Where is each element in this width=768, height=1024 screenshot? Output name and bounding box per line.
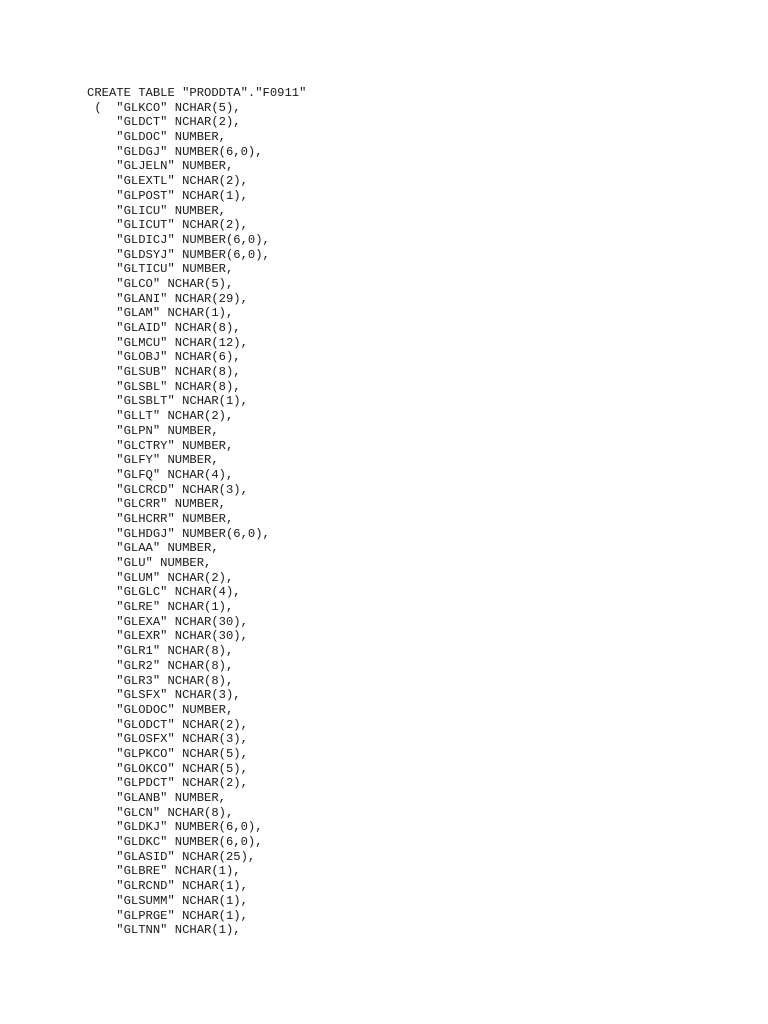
column-definition-line: "GLANI" NCHAR(29), xyxy=(87,291,248,306)
column-definition-line: "GLODOC" NUMBER, xyxy=(87,702,234,717)
column-definition-line: "GLR3" NCHAR(8), xyxy=(87,673,234,688)
column-definition-line: "GLOKCO" NCHAR(5), xyxy=(87,761,248,776)
column-definition-line: "GLEXR" NCHAR(30), xyxy=(87,629,248,644)
column-definition-line: "GLSUMM" NCHAR(1), xyxy=(87,893,248,908)
column-definition-line: "GLANB" NUMBER, xyxy=(87,791,226,805)
column-definition-line: "GLPKCO" NCHAR(5), xyxy=(87,746,248,761)
column-definition-line: "GLEXA" NCHAR(30), xyxy=(87,614,248,629)
create-table-statement-line: CREATE TABLE "PRODDTA"."F0911" xyxy=(87,86,307,100)
column-definition-line: "GLR2" NCHAR(8), xyxy=(87,658,234,673)
column-definition-line: "GLSBL" NCHAR(8), xyxy=(87,379,241,394)
column-definition-line: "GLPOST" NCHAR(1), xyxy=(87,188,248,203)
column-definition-line: "GLSBLT" NCHAR(1), xyxy=(87,394,248,409)
column-definition-line: "GLFQ" NCHAR(4), xyxy=(87,467,234,482)
column-definition-line: "GLCTRY" NUMBER, xyxy=(87,438,234,453)
column-definition-line: "GLOSFX" NCHAR(3), xyxy=(87,732,248,747)
column-definition-line: "GLDOC" NUMBER, xyxy=(87,130,226,145)
column-definition-line: "GLRE" NCHAR(1), xyxy=(87,600,234,615)
column-definition-line: "GLAM" NCHAR(1), xyxy=(87,306,234,321)
column-definition-line: "GLDCT" NCHAR(2), xyxy=(87,115,241,130)
column-definition-line: "GLCN" NCHAR(8), xyxy=(87,805,234,820)
column-definition-line: "GLPRGE" NCHAR(1), xyxy=(87,908,248,923)
column-definition-line: "GLRCND" NCHAR(1), xyxy=(87,879,248,894)
column-definition-line: "GLCO" NCHAR(5), xyxy=(87,276,234,291)
column-definition-line: "GLTICU" NUMBER, xyxy=(87,262,234,277)
column-definition-line: "GLDKC" NUMBER(6,0), xyxy=(87,835,263,850)
column-definition-line: "GLLT" NCHAR(2), xyxy=(87,409,234,424)
column-definition-line: ( "GLKCO" NCHAR(5), xyxy=(87,100,241,115)
column-definition-line: "GLR1" NCHAR(8), xyxy=(87,644,234,659)
column-definition-line: "GLODCT" NCHAR(2), xyxy=(87,717,248,732)
column-definition-line: "GLTNN" NCHAR(1), xyxy=(87,923,241,938)
column-definition-line: "GLU" NUMBER, xyxy=(87,556,212,570)
column-definition-line: "GLHDGJ" NUMBER(6,0), xyxy=(87,526,270,541)
column-definition-line: "GLBRE" NCHAR(1), xyxy=(87,864,241,879)
column-definition-line: "GLPDCT" NCHAR(2), xyxy=(87,776,248,791)
sql-code-block xyxy=(87,86,306,938)
column-definition-line: "GLASID" NCHAR(25), xyxy=(87,849,256,864)
column-definition-line: "GLGLC" NCHAR(4), xyxy=(87,585,241,600)
column-definition-line: "GLUM" NCHAR(2), xyxy=(87,570,234,585)
column-definition-line: "GLICU" NUMBER, xyxy=(87,203,226,218)
column-definition-line: "GLDICJ" NUMBER(6,0), xyxy=(87,232,270,247)
column-definition-line: "GLMCU" NCHAR(12), xyxy=(87,335,248,350)
column-definition-line: "GLAA" NUMBER, xyxy=(87,541,219,556)
column-definition-line: "GLSUB" NCHAR(8), xyxy=(87,365,241,380)
column-definition-line: "GLDKJ" NUMBER(6,0), xyxy=(87,820,263,835)
column-definition-line: "GLHCRR" NUMBER, xyxy=(87,511,234,526)
column-definition-line: "GLDSYJ" NUMBER(6,0), xyxy=(87,247,270,262)
column-definition-line: "GLICUT" NCHAR(2), xyxy=(87,218,248,233)
column-definition-line: "GLDGJ" NUMBER(6,0), xyxy=(87,144,263,159)
column-definition-line: "GLCRR" NUMBER, xyxy=(87,497,226,512)
column-definition-line: "GLCRCD" NCHAR(3), xyxy=(87,482,248,497)
column-definition-line: "GLEXTL" NCHAR(2), xyxy=(87,174,248,189)
column-definition-line: "GLOBJ" NCHAR(6), xyxy=(87,350,241,365)
column-definition-line: "GLJELN" NUMBER, xyxy=(87,159,234,174)
column-definition-line: "GLFY" NUMBER, xyxy=(87,453,219,468)
column-definition-line: "GLSFX" NCHAR(3), xyxy=(87,688,241,703)
column-definition-line: "GLPN" NUMBER, xyxy=(87,423,219,438)
column-definition-line: "GLAID" NCHAR(8), xyxy=(87,321,241,335)
